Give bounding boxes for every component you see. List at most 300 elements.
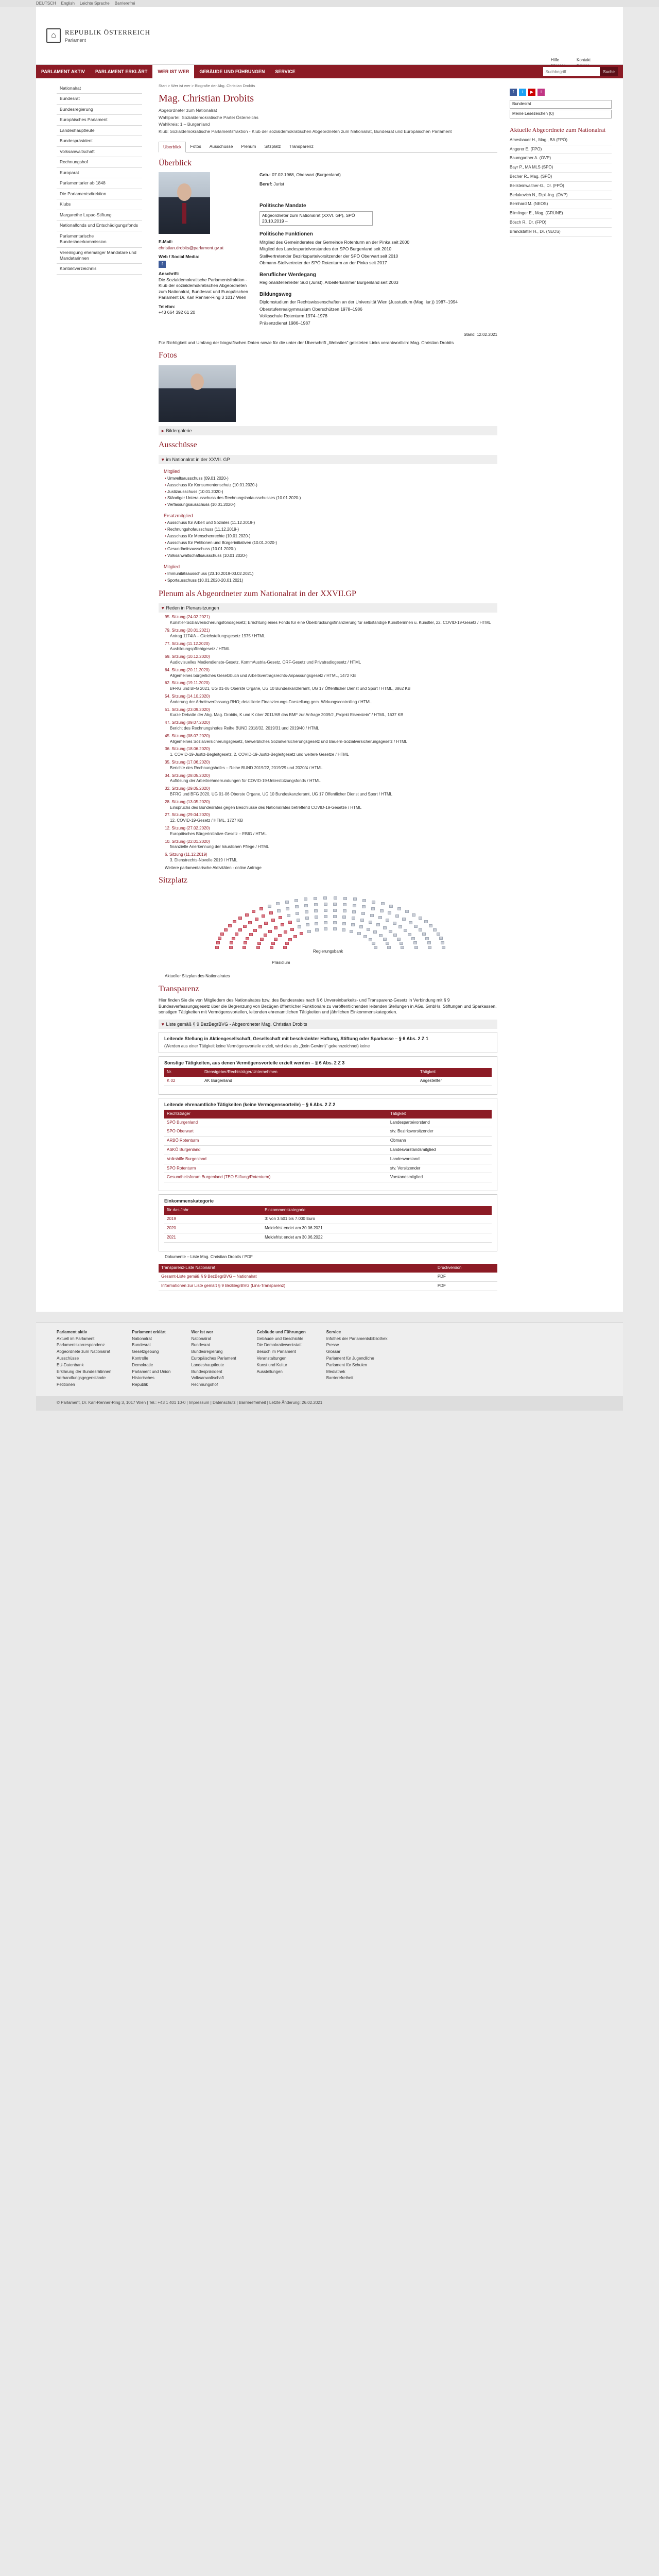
seat[interactable] [305,910,308,913]
seat[interactable] [274,938,278,941]
chamber-select[interactable]: Bundesrat [510,100,612,109]
seat[interactable] [296,912,299,915]
member-link[interactable]: Berlakovich N., Dipl.-Ing. (ÖVP) [510,191,612,200]
seat[interactable] [285,901,289,904]
sidebar-item[interactable]: Landeshauptleute [57,126,142,136]
facebook-icon[interactable]: f [159,261,166,268]
seat[interactable] [262,914,265,918]
seat[interactable] [373,930,377,934]
seat[interactable] [284,930,287,934]
seat[interactable] [333,909,337,912]
committee-item[interactable]: • Rechnungshofausschuss (11.12.2019-) [165,527,497,533]
facebook-icon[interactable]: f [510,89,517,96]
nav-service[interactable]: SERVICE [275,69,296,74]
nav-gebaeude[interactable]: GEBÄUDE UND FÜHRUNGEN [199,69,265,74]
seat[interactable] [389,905,393,908]
gallery-photo[interactable] [159,365,236,422]
seat[interactable] [370,914,374,917]
committee-item[interactable]: • Verfassungsausschuss (10.01.2020-) [165,502,497,509]
seat[interactable] [256,946,260,949]
committee-item[interactable]: • Ausschuss für Konsumentenschutz (10.01.2020-) [165,482,497,489]
footer-link[interactable]: Parlament und Union [132,1369,171,1374]
footer-link[interactable]: Ausschüsse [57,1355,79,1361]
seat[interactable] [324,927,327,930]
seat[interactable] [353,904,356,907]
seat[interactable] [369,921,372,924]
seat[interactable] [315,928,319,931]
footer-link[interactable]: Parlamentskorrespondenz [57,1343,105,1348]
speech-session[interactable]: 6. Sitzung (11.12.2019) [165,852,207,857]
seat[interactable] [271,942,275,945]
sidebar-item[interactable]: Rechnungshof [57,157,142,167]
tab-fotos[interactable]: Fotos [190,144,201,149]
contact-link[interactable]: Kontakt [577,58,591,62]
speech-topic[interactable]: Auflösung der Arbeitnehmerrundungen für COVID-19-Unterstützungsfonds / HTML [170,778,321,784]
speech-session[interactable]: 51. Sitzung (23.09.2020) [165,707,210,712]
footer-link[interactable]: Erklärung der Bundesrätinnen [57,1369,112,1374]
seat[interactable] [285,942,289,945]
seat[interactable] [288,921,292,924]
speech-topic[interactable]: Ausbildungspflichtgesetz / HTML [170,647,230,652]
seat[interactable] [362,905,366,908]
footer-link[interactable]: Ausstellungen [256,1369,283,1374]
seat[interactable] [271,919,275,922]
footer-link[interactable]: Europäisches Parlament [191,1355,236,1361]
seat[interactable] [359,925,363,928]
seat[interactable] [363,935,367,938]
top-link[interactable]: Barrierefrei [114,1,135,6]
seat[interactable] [404,929,407,932]
sidebar-item[interactable]: Vereinigung ehemaliger Mandatare und Mandatarinnen [57,248,142,264]
seat[interactable] [333,927,337,930]
footer-link[interactable]: Nationalrat [132,1336,152,1341]
seat[interactable] [324,903,327,906]
speech-session[interactable]: 95. Sitzung (24.02.2021) [165,615,210,620]
seat[interactable] [252,910,255,913]
footer-link[interactable]: Republik [132,1382,148,1387]
member-link[interactable]: Beilsteinwaltner-G., Dr. (FPÖ) [510,182,612,191]
sidebar-item[interactable]: Kontaktverzeichnis [57,264,142,274]
tab-transparenz[interactable]: Transparenz [289,144,314,149]
seat[interactable] [268,930,272,933]
seat[interactable] [270,946,273,949]
bookmarks-select[interactable]: Meine Lesezeichen (0) [510,110,612,118]
footer-link[interactable]: Verhandlungsgegenstände [57,1376,106,1381]
seat[interactable] [333,903,337,906]
speech-topic[interactable]: 12. COVID-19-Gesetz / HTML, 1727 KB [170,818,243,823]
breadcrumb[interactable]: Start > Wer ist wer > Biografie der Abg. Christian Drobits [159,83,255,88]
tab-ueberblick[interactable]: Überblick [159,142,186,152]
seat[interactable] [412,913,415,917]
seat[interactable] [357,932,361,935]
seat[interactable] [352,910,356,913]
member-link[interactable]: Brandstätter H., Dr. (NEOS) [510,228,612,237]
seat[interactable] [425,937,429,940]
seat[interactable] [315,922,318,925]
seat[interactable] [334,896,337,900]
member-link[interactable]: Bayr P., MA MLS (SPÖ) [510,163,612,173]
seat[interactable] [215,946,219,949]
seat[interactable] [419,928,422,931]
seat[interactable] [353,897,357,901]
instagram-icon[interactable]: i [537,89,545,96]
seat[interactable] [383,926,387,929]
seat[interactable] [397,938,401,941]
seat[interactable] [352,917,355,920]
committees-bar[interactable] [159,455,497,464]
member-link[interactable]: Blimlinger E., Mag. (GRÜNE) [510,209,612,218]
speech-topic[interactable]: Europäisches Bürgerinitiative-Gesetz – EBIG / HTML [170,831,267,836]
seat[interactable] [255,918,258,921]
seat[interactable] [427,941,431,944]
seat[interactable] [315,916,318,919]
sidebar-item[interactable]: Nationalrat [57,83,142,94]
seat[interactable] [414,925,418,928]
seat[interactable] [374,946,377,949]
sidebar-item[interactable]: Parlamentarische Bundesheerkommission [57,231,142,248]
more-activities-link[interactable]: Weitere parlamentarische Aktivitäten - online Anfrage [165,865,262,870]
footer-link[interactable]: Die Demokratiewerkstatt [256,1343,302,1348]
member-link[interactable]: Baumgartner A. (ÖVP) [510,154,612,163]
seat[interactable] [314,903,318,906]
seat[interactable] [288,938,292,941]
speech-session[interactable]: 79. Sitzung (20.01.2021) [165,628,210,633]
seat[interactable] [279,916,282,919]
seat[interactable] [388,911,391,914]
footer-link[interactable]: Landeshauptleute [191,1362,224,1367]
footer-link[interactable]: Bundesrat [191,1343,210,1348]
seat[interactable] [243,925,247,928]
seat[interactable] [369,938,372,941]
seat[interactable] [314,897,317,900]
footer-link[interactable]: Parlament für Jugendliche [326,1355,374,1361]
member-link[interactable]: Angerer E. (FPÖ) [510,145,612,155]
documents-link[interactable]: Dokumente – Liste Mag. Christian Drobits / PDF [165,1254,253,1259]
seat[interactable] [397,907,401,910]
footer-link[interactable]: Mediathek [326,1369,345,1374]
seat[interactable] [413,941,417,944]
footer-link[interactable]: Gesetzgebung [132,1349,159,1354]
seat[interactable] [218,937,221,940]
footer-link[interactable]: Abgeordnete zum Nationalrat [57,1349,111,1354]
transparency-bar[interactable] [159,1020,497,1029]
seat[interactable] [242,946,246,949]
footer-link[interactable]: Parlament für Schulen [326,1362,367,1367]
seat[interactable] [238,928,242,931]
seat[interactable] [324,909,327,912]
youtube-icon[interactable]: ▶ [528,89,535,96]
seat[interactable] [442,946,445,949]
seat[interactable] [361,912,365,915]
seat[interactable] [400,942,403,945]
seat[interactable] [411,937,415,940]
seat[interactable] [386,919,389,922]
seat[interactable] [277,909,281,912]
sidebar-item[interactable]: Europäisches Parlament [57,115,142,125]
member-link[interactable]: Bösch R., Dr. (FPÖ) [510,218,612,228]
speech-topic[interactable]: Allgemeines Sozialversicherungsgesetz, Gewerbliches Sozialversicherungsgesetz und Bauern-Sozialversicherungsgesetz / HTML [170,739,408,744]
seat[interactable] [439,937,443,940]
seat[interactable] [422,933,426,936]
tab-ausschuesse[interactable]: Ausschüsse [209,144,233,149]
search-input[interactable] [543,67,600,76]
seat[interactable] [283,946,287,949]
seat[interactable] [383,938,387,941]
speech-topic[interactable]: BFRG und BFG 2020, UG 01-06 Oberste Organe, UG 10 Bundeskanzleramt, UG 17 Öffentlicher Dienst und Sport / HTML [170,791,393,796]
seat[interactable] [298,925,301,928]
seat[interactable] [244,941,247,944]
seat[interactable] [305,917,309,920]
seat[interactable] [405,910,409,913]
seat[interactable] [379,934,383,937]
committee-item[interactable]: • Ausschuss für Petitionen und Bürgerinitiativen (10.01.2020-) [165,540,497,547]
sidebar-item[interactable]: Nationalfonds und Entschädigungsfonds [57,221,142,231]
speech-session[interactable]: 69. Sitzung (10.12.2020) [165,654,210,659]
speech-topic[interactable]: 3. Dienstrechts-Novelle 2019 / HTML [170,857,238,862]
seat[interactable] [246,937,249,940]
seat[interactable] [306,923,309,926]
nav-parlament-aktiv[interactable]: PARLAMENT AKTIV [41,69,85,74]
footer-link[interactable]: Gebäude und Geschichte [256,1336,304,1341]
speech-topic[interactable]: Kurze Debatte der Abg. Mag. Drobits, K und K über 2011/AB das BMF zur Anfrage 2009/J „Projekt Eisenstein" / HTML, 1637 KB [170,713,404,718]
seat[interactable] [360,919,364,922]
seat[interactable] [281,923,284,926]
footer-link[interactable]: Rechnungshof [191,1382,218,1387]
speech-session[interactable]: 36. Sitzung (18.06.2020) [165,747,210,752]
seat[interactable] [428,946,431,949]
footer-link[interactable]: Nationalrat [191,1336,212,1341]
seat[interactable] [304,897,307,901]
seat[interactable] [380,909,384,912]
top-link[interactable]: DEUTSCH [36,1,56,6]
committee-item[interactable]: • Volksanwaltschaftsausschuss (10.01.2020-) [165,553,497,560]
tab-sitzplatz[interactable]: Sitzplatz [264,144,281,149]
footer-link[interactable]: Infothek der Parlamentsbibliothek [326,1336,388,1341]
seat[interactable] [343,903,346,906]
committee-item[interactable]: • Immunitätsausschuss (23.10.2019-03.02.2021) [165,571,497,578]
speech-session[interactable]: 45. Sitzung (08.07.2020) [165,733,210,738]
footer-link[interactable]: Petitionen [57,1382,75,1387]
speech-topic[interactable]: Berichte des Rechnungshofes – Reihe BUND 2019/22, 2019/29 und 2020/4 / HTML [170,765,323,770]
nav-parlament-erklaert[interactable]: PARLAMENT ERKLÄRT [95,69,148,74]
member-link[interactable]: Bernhard M. (NEOS) [510,200,612,209]
speech-session[interactable]: 64. Sitzung (20.11.2020) [165,667,210,672]
sidebar-item[interactable]: Bundespräsident [57,136,142,146]
footer-link[interactable]: Historisches [132,1376,154,1381]
seat[interactable] [362,899,366,902]
seat[interactable] [216,941,220,944]
seat[interactable] [235,933,238,936]
seat[interactable] [393,922,396,925]
seat[interactable] [245,913,249,917]
speech-topic[interactable]: BFRG und BFG 2021, UG 01-06 Oberste Organe, UG 10 Bundeskanzleramt, UG 17 Öffentlicher Dienst und Sport / HTML, 3862 KB [170,686,411,691]
seat[interactable] [257,942,261,945]
speech-topic[interactable]: Allgemeines bürgerliches Gesetzbuch und Arbeitsvertragsrechts-Anpassungsgesetz / HTML, 1472 KB [170,673,356,678]
seat[interactable] [249,933,253,936]
footer-link[interactable]: EU-Datenbank [57,1362,84,1367]
seat[interactable] [264,922,268,925]
seat[interactable] [323,896,327,900]
seat[interactable] [386,942,389,945]
seat[interactable] [351,923,355,926]
seat[interactable] [409,921,412,924]
seat[interactable] [371,907,375,910]
committee-item[interactable]: • Umweltsausschuss (09.01.2020-) [165,476,497,482]
top-link[interactable]: Leichte Sprache [79,1,110,6]
sidebar-item[interactable]: Die Parlamentsdirektion [57,189,142,199]
footer-link[interactable]: Veranstaltungen [256,1355,287,1361]
seat[interactable] [294,899,298,902]
seat[interactable] [343,909,346,912]
seat[interactable] [224,928,228,931]
speech-session[interactable]: 62. Sitzung (19.11.2020) [165,681,210,686]
member-link[interactable]: Becher R., Mag. (SPÖ) [510,173,612,182]
seat[interactable] [307,930,311,933]
seat-plan-link[interactable]: Aktueller Sitzplan des Nationalrates [165,974,230,979]
gallery-link[interactable] [159,426,497,435]
sidebar-item[interactable]: Bundesregierung [57,105,142,115]
seat[interactable] [389,930,392,933]
seat[interactable] [286,907,289,910]
speech-topic[interactable]: Einspruchs des Bundesrates gegen Beschlüsse des Nationalrates betreffend COVID-19-Gesetze / HTML [170,805,362,810]
speech-session[interactable]: 47. Sitzung (09.07.2020) [165,720,210,725]
seat[interactable] [372,901,375,904]
seat[interactable] [324,915,327,918]
speech-session[interactable]: 32. Sitzung (29.05.2020) [165,786,210,791]
seat[interactable] [295,905,299,908]
seat[interactable] [367,928,370,931]
seat[interactable] [381,902,385,905]
speech-topic[interactable]: Änderung der Arbeitsverfassung-RHO; detaillierte Finanzierungs-Darstellung gem. Wirkungscontrolling / HTML [170,699,372,704]
speech-topic[interactable]: 1. COVID-19-Justiz-Begleitgesetz, 2. COVID-19-Justiz-Begleitgesetz und weitere Gesetze / HTML [170,752,349,757]
parliament-logo[interactable] [46,28,150,43]
seat[interactable] [260,938,264,941]
seat[interactable] [238,917,242,920]
seat[interactable] [264,934,267,937]
speech-session[interactable]: 77. Sitzung (11.12.2020) [165,641,210,646]
seat[interactable] [401,946,404,949]
seat[interactable] [274,926,278,929]
seat[interactable] [333,921,337,924]
seat[interactable] [408,933,411,936]
footer-link[interactable]: Presse [326,1343,339,1348]
member-link[interactable]: Amesbauer H., Mag., BA (FPÖ) [510,136,612,145]
seat[interactable] [230,941,233,944]
footer-link[interactable]: Volksanwaltschaft [191,1376,224,1381]
speech-session[interactable]: 28. Sitzung (13.05.2020) [165,799,210,804]
sidebar-item[interactable]: Parlamentarier ab 1848 [57,178,142,189]
speech-session[interactable]: 27. Sitzung (29.04.2020) [165,812,210,818]
seat[interactable] [376,923,380,926]
seat[interactable] [293,935,297,938]
committee-item[interactable]: • Ausschuss für Arbeit und Soziales (11.12.2019-) [165,520,497,527]
seat[interactable] [342,922,346,925]
seat[interactable] [333,915,337,918]
seat[interactable] [414,946,418,949]
seat[interactable] [441,941,444,944]
top-link[interactable]: English [61,1,75,6]
seat[interactable] [300,932,303,935]
seat[interactable] [429,924,432,927]
tab-plenum[interactable]: Plenum [241,144,256,149]
seat[interactable] [287,914,290,917]
seat[interactable] [228,924,232,927]
seat[interactable] [372,942,375,945]
seat[interactable] [342,916,346,919]
committee-item[interactable]: • Ausschuss für Menschenrechte (10.01.2020-) [165,533,497,540]
speech-session[interactable]: 54. Sitzung (14.10.2020) [165,693,210,699]
sidebar-item[interactable]: Europarat [57,168,142,178]
speech-topic[interactable]: Antrag 1174/A – Gleichstellungsgesetz 1975 / HTML [170,633,266,638]
seat[interactable] [402,918,406,921]
committee-item[interactable]: • Sportausschuss (10.01.2020-20.01.2021) [165,578,497,584]
speech-session[interactable]: 34. Sitzung (28.05.2020) [165,773,210,778]
seat[interactable] [387,946,391,949]
seat[interactable] [269,911,273,914]
speech-session[interactable]: 12. Sitzung (27.02.2020) [165,825,210,831]
sidebar-item[interactable]: Volksanwaltschaft [57,147,142,157]
seat[interactable] [258,925,262,928]
footer-link[interactable]: Barrierefreiheit [326,1376,354,1381]
seat[interactable] [378,916,382,919]
committee-item[interactable]: • Justizausschuss (10.01.2020-) [165,489,497,496]
seat[interactable] [419,917,422,920]
seat[interactable] [268,905,271,908]
committee-item[interactable]: • Gesundheitsausschuss (10.01.2020-) [165,546,497,553]
speech-session[interactable]: 10. Sitzung (22.01.2020) [165,839,210,844]
sidebar-item[interactable]: Klubs [57,199,142,210]
seat[interactable] [253,929,257,932]
search-button[interactable]: Suche [600,67,618,76]
speech-topic[interactable]: Künstler-Sozialversicherungsfondsgesetz; Errichtung eines Fonds für eine Überbrückungsfinanzierung für selbständige Künstlerinnen u. Künstler, 22. COVID-19-Gesetz / HTML [170,620,491,625]
seat[interactable] [248,921,252,924]
speech-topic[interactable]: Bericht des Rechnungshofes Reihe BUND 2018/32, 2019/31 und 2019/40 / HTML [170,725,319,731]
sidebar-item[interactable]: Margarethe Lupac-Stiftung [57,210,142,221]
seat[interactable] [395,914,399,918]
footer-link[interactable]: Bundespräsident [191,1369,222,1374]
nav-wer-ist-wer[interactable]: WER IST WER [152,65,194,78]
seat[interactable] [398,925,402,928]
footer-link[interactable]: Kontrolle [132,1355,148,1361]
seat[interactable] [437,933,440,936]
seat[interactable] [276,902,280,905]
seat[interactable] [229,946,233,949]
footer-link[interactable]: Kunst und Kultur [256,1362,287,1367]
speech-session[interactable]: 35. Sitzung (17.06.2020) [165,759,210,765]
seat[interactable] [304,904,308,907]
seat[interactable] [232,937,235,940]
footer-link[interactable]: Bundesregierung [191,1349,223,1354]
seat[interactable] [278,934,282,937]
seat[interactable] [343,897,347,900]
twitter-icon[interactable]: t [519,89,526,96]
seat[interactable] [220,933,224,936]
speech-topic[interactable]: Audiovisuelles Mediendienste-Gesetz, KommAustria-Gesetz, ORF-Gesetz und Privatradiogesetz / HTML [170,659,361,665]
seat[interactable] [259,907,263,910]
seat[interactable] [233,920,236,923]
seat[interactable] [342,928,345,931]
seat[interactable] [290,928,294,931]
footer-link[interactable]: Bundesrat [132,1343,151,1348]
help-link[interactable]: Hilfe [551,58,560,62]
seat[interactable] [433,928,437,931]
sidebar-item[interactable]: Bundesrat [57,94,142,104]
speech-topic[interactable]: finanzielle Anerkennung der häuslichen Pflege / HTML [170,844,269,850]
seat[interactable] [424,920,428,923]
seat[interactable] [297,919,300,922]
seat[interactable] [393,934,397,937]
email-link[interactable]: christian.drobits@parlament.gv.at [159,245,224,250]
